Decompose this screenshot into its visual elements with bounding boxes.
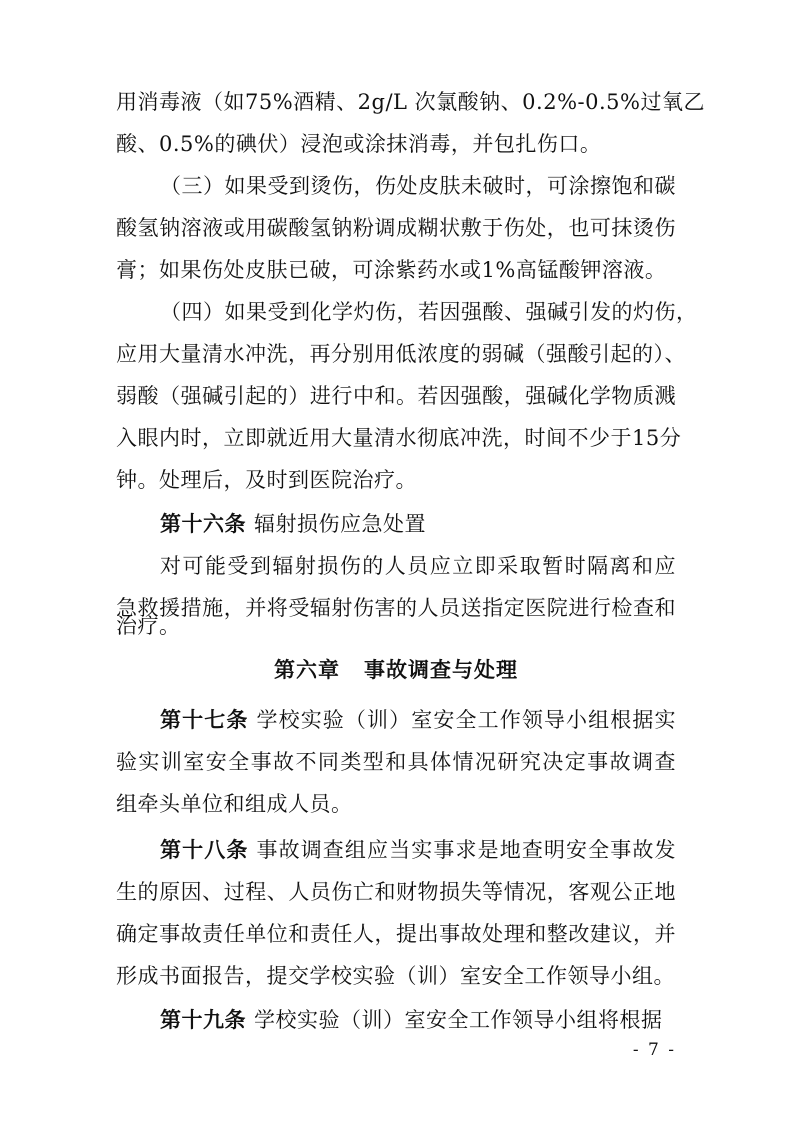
body-text-line: 生的原因、过程、人员伤亡和财物损失等情况，客观公正地 xyxy=(116,880,676,904)
chapter-number: 第六章 xyxy=(274,658,340,682)
body-text-line: 应用大量清水冲洗，再分别用低浓度的弱碱（强酸引起的）、 xyxy=(116,342,686,366)
body-text-line: 酸氢钠溶液或用碳酸氢钠粉调成糊状敷于伤处，也可抹烫伤 xyxy=(116,216,676,240)
body-text-line: 入眼内时，立即就近用大量清水彻底冲洗，时间不少于15分 xyxy=(116,426,682,450)
body-text-line: 钟。处理后，及时到医院治疗。 xyxy=(116,468,417,492)
body-text-line: 形成书面报告，提交学校实验（训）室安全工作领导小组。 xyxy=(116,964,675,988)
article-18-text: 事故调查组应当实事求是地查明安全事故发 xyxy=(256,838,677,862)
body-text-line: 验实训室安全事故不同类型和具体情况研究决定事故调查 xyxy=(116,750,676,774)
body-text-line: 急救援措施，并将受辐射伤害的人员送指定医院进行检查和 xyxy=(116,596,676,620)
article-18-title: 第十八条 xyxy=(160,838,249,862)
article-16-title: 第十六条 xyxy=(160,512,246,536)
body-text-line: 治疗。 xyxy=(116,614,181,638)
body-text-line: 弱酸（强碱引起的）进行中和。若因强酸，强碱化学物质溅 xyxy=(116,384,676,408)
chapter-title: 事故调查与处理 xyxy=(364,658,518,682)
body-text-line: （四）如果受到化学灼伤，若因强酸、强碱引发的灼伤， xyxy=(160,300,698,324)
article-16-heading-line xyxy=(160,504,676,544)
body-text-line: （三）如果受到烫伤，伤处皮肤未破时，可涂擦饱和碳 xyxy=(160,174,676,198)
article-16-heading: 辐射损伤应急处置 xyxy=(254,512,426,536)
body-text-line: 膏；如果伤处皮肤已破，可涂紫药水或1%高锰酸钾溶液。 xyxy=(116,258,667,282)
article-19-title: 第十九条 xyxy=(160,1008,246,1032)
body-text-line: 对可能受到辐射损伤的人员应立即采取暂时隔离和应 xyxy=(160,554,676,578)
body-text-line: 组牵头单位和组成人员。 xyxy=(116,792,353,816)
article-17-title: 第十七条 xyxy=(160,708,249,732)
article-19-text: 学校实验（训）室安全工作领导小组将根据 xyxy=(254,1008,663,1032)
body-text-line: 酸、0.5%的碘伏）浸泡或涂抹消毒，并包扎伤口。 xyxy=(116,132,602,156)
article-17-text: 学校实验（训）室安全工作领导小组根据实 xyxy=(256,708,677,732)
body-text-line: 用消毒液（如75%酒精、2g/L 次氯酸钠、0.2%-0.5%过氧乙 xyxy=(116,90,705,114)
page-number: - 7 - xyxy=(632,1040,676,1060)
body-text-line: 确定事故责任单位和责任人，提出事故处理和整改建议，并 xyxy=(116,922,676,946)
